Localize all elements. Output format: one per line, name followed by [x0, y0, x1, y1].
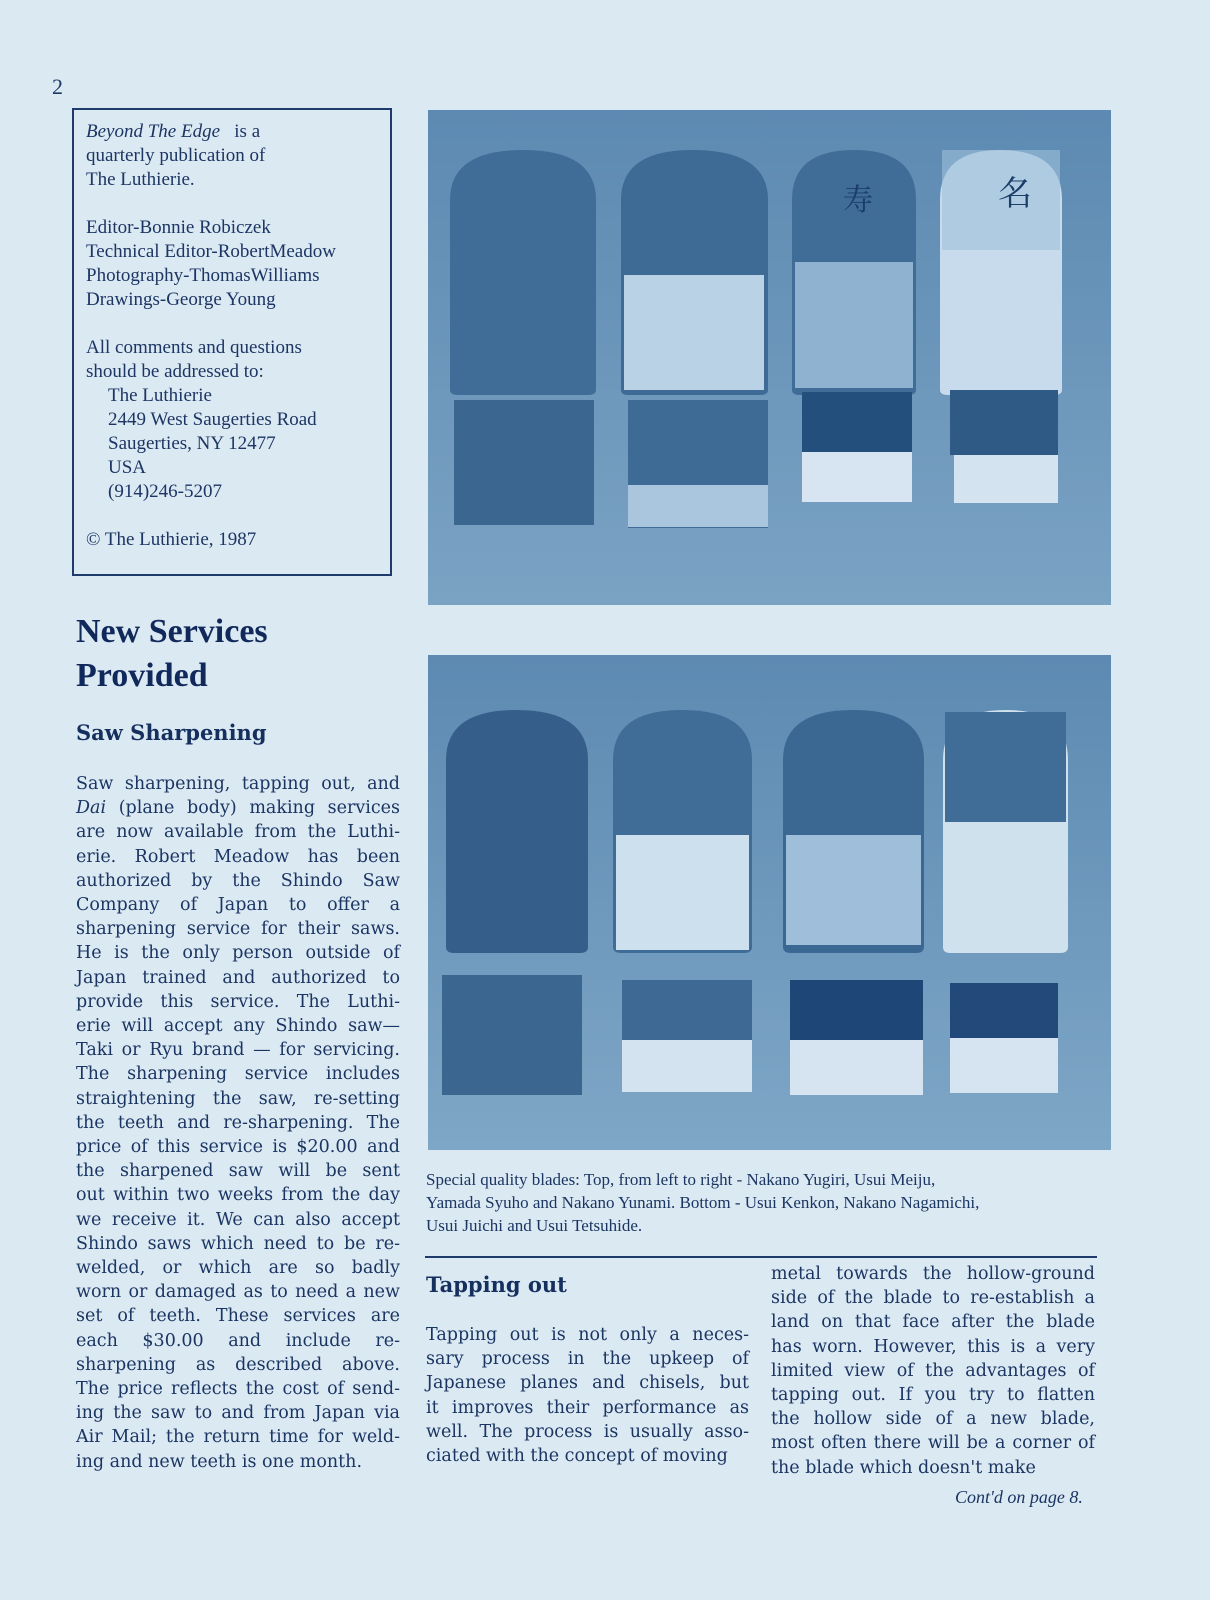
- section-divider: [425, 1256, 1097, 1258]
- body-line: He is the only person outside of: [76, 943, 400, 964]
- body-line: metal towards the hollow-ground: [771, 1264, 1095, 1284]
- body-line: well. The process is usually asso-: [426, 1421, 749, 1442]
- page-number: 2: [52, 74, 63, 99]
- body-line: ing and new teeth is one month.: [76, 1451, 363, 1472]
- bottom-blades-image: [428, 655, 1111, 1150]
- body-line: ciated with the concept of moving: [426, 1446, 728, 1467]
- editor-credit: Editor-Bonnie Robiczek: [86, 217, 271, 238]
- body-line: Tapping out is not only a neces-: [426, 1325, 749, 1345]
- body-line: welded, or which are so badly: [76, 1258, 400, 1279]
- body-line: Dai (plane body) making services: [76, 798, 400, 819]
- body-line: Japanese planes and chisels, but: [426, 1373, 749, 1394]
- body-line: sharpening as described above.: [76, 1354, 400, 1375]
- body-line: tapping out. If you try to flatten: [771, 1385, 1095, 1406]
- saw-sharpening-body: [76, 772, 400, 1474]
- continued-note: Cont'd on page 8.: [955, 1487, 1083, 1507]
- body-line: Saw sharpening, tapping out, and: [76, 774, 400, 794]
- address-name: The Luthierie: [108, 385, 212, 406]
- caption-line2: Yamada Syuho and Nakano Yunami. Bottom - Usui Kenkon, Nakano Nagamichi,: [426, 1193, 980, 1212]
- body-line: provide this service. The Luthi-: [76, 991, 400, 1012]
- body-line: limited view of the advantages of: [771, 1360, 1095, 1381]
- comments-line1: All comments and questions: [86, 337, 302, 358]
- body-line: it improves their performance as: [426, 1397, 749, 1418]
- body-line: price of this service is $20.00 and: [76, 1137, 400, 1158]
- tapping-out-body-col2: [771, 1262, 1095, 1480]
- address-street: 2449 West Saugerties Road: [108, 409, 317, 430]
- body-line: Japan trained and authorized to: [76, 967, 400, 988]
- top-blades-photo: [428, 110, 1111, 605]
- body-line: the teeth and re-sharpening. The: [76, 1112, 400, 1133]
- tapping-out-body-col1: [426, 1323, 749, 1468]
- caption-line1: Special quality blades: Top, from left to right - Nakano Yugiri, Usui Meiju,: [426, 1170, 936, 1189]
- copyright: © The Luthierie, 1987: [86, 529, 257, 550]
- body-line: sary process in the upkeep of: [426, 1349, 749, 1370]
- address-city: Saugerties, NY 12477: [108, 433, 276, 454]
- caption-line3: Usui Juichi and Usui Tetsuhide.: [426, 1216, 643, 1235]
- body-line: sharpening service for their saws.: [76, 919, 400, 940]
- top-blades-image: [428, 110, 1111, 605]
- photo-caption: [426, 1168, 1076, 1237]
- body-line: are now available from the Luthi-: [76, 822, 400, 843]
- body-line: side of the blade to re-establish a: [771, 1288, 1095, 1309]
- body-line: Taki or Ryu brand — for servicing.: [76, 1040, 400, 1061]
- masthead-line2: quarterly publication of: [86, 145, 266, 166]
- body-line: out within two weeks from the day: [76, 1185, 400, 1206]
- body-line: the sharpened saw will be sent: [76, 1161, 400, 1182]
- body-line: erie will accept any Shindo saw—: [76, 1016, 400, 1037]
- body-line: each $30.00 and include re-: [76, 1330, 400, 1351]
- drawings-credit: Drawings-George Young: [86, 289, 276, 310]
- body-line: land on that face after the blade: [771, 1312, 1095, 1333]
- body-line: Shindo saws which need to be re-: [76, 1233, 400, 1254]
- kanji-mark: 名: [998, 174, 1032, 214]
- bottom-blades-photo: [428, 655, 1111, 1150]
- kanji-mark: 寿: [843, 183, 873, 218]
- body-line: erie. Robert Meadow has been: [76, 846, 400, 867]
- headline-line2: Provided: [76, 657, 208, 694]
- headline-line1: New Services: [76, 613, 268, 650]
- photography-credit: Photography-ThomasWilliams: [86, 265, 320, 286]
- dai-term: Dai: [76, 798, 107, 819]
- body-line: has worn. However, this is a very: [771, 1336, 1095, 1357]
- masthead-line1-suffix: is a: [234, 121, 261, 142]
- body-line: Air Mail; the return time for weld-: [76, 1427, 400, 1448]
- tech-editor-credit: Technical Editor-RobertMeadow: [86, 241, 336, 262]
- saw-sharpening-subhead: Saw Sharpening: [76, 720, 267, 745]
- article-headline: [76, 610, 406, 698]
- body-line: authorized by the Shindo Saw: [76, 870, 400, 891]
- body-line: set of teeth. These services are: [76, 1306, 400, 1327]
- publication-title: Beyond The Edge: [86, 121, 221, 142]
- body-line: straightening the saw, re-setting: [76, 1088, 400, 1109]
- tapping-out-subhead: Tapping out: [426, 1272, 567, 1297]
- address-country: USA: [108, 457, 147, 478]
- masthead-line3: The Luthierie.: [86, 169, 195, 190]
- body-line: The sharpening service includes: [76, 1064, 400, 1085]
- body-line: most often there will be a corner of: [771, 1433, 1095, 1454]
- body-line: The price reflects the cost of send-: [76, 1379, 400, 1400]
- masthead-box: [72, 108, 392, 576]
- body-line: we receive it. We can also accept: [76, 1209, 400, 1230]
- body-line: the hollow side of a new blade,: [771, 1409, 1095, 1430]
- comments-line2: should be addressed to:: [86, 361, 264, 382]
- address-phone: (914)246-5207: [108, 481, 222, 502]
- body-line: the blade which doesn't make: [771, 1457, 1036, 1478]
- body-line: worn or damaged as to need a new: [76, 1282, 400, 1303]
- body-line: Company of Japan to offer a: [76, 895, 400, 916]
- body-line: ing the saw to and from Japan via: [76, 1403, 400, 1424]
